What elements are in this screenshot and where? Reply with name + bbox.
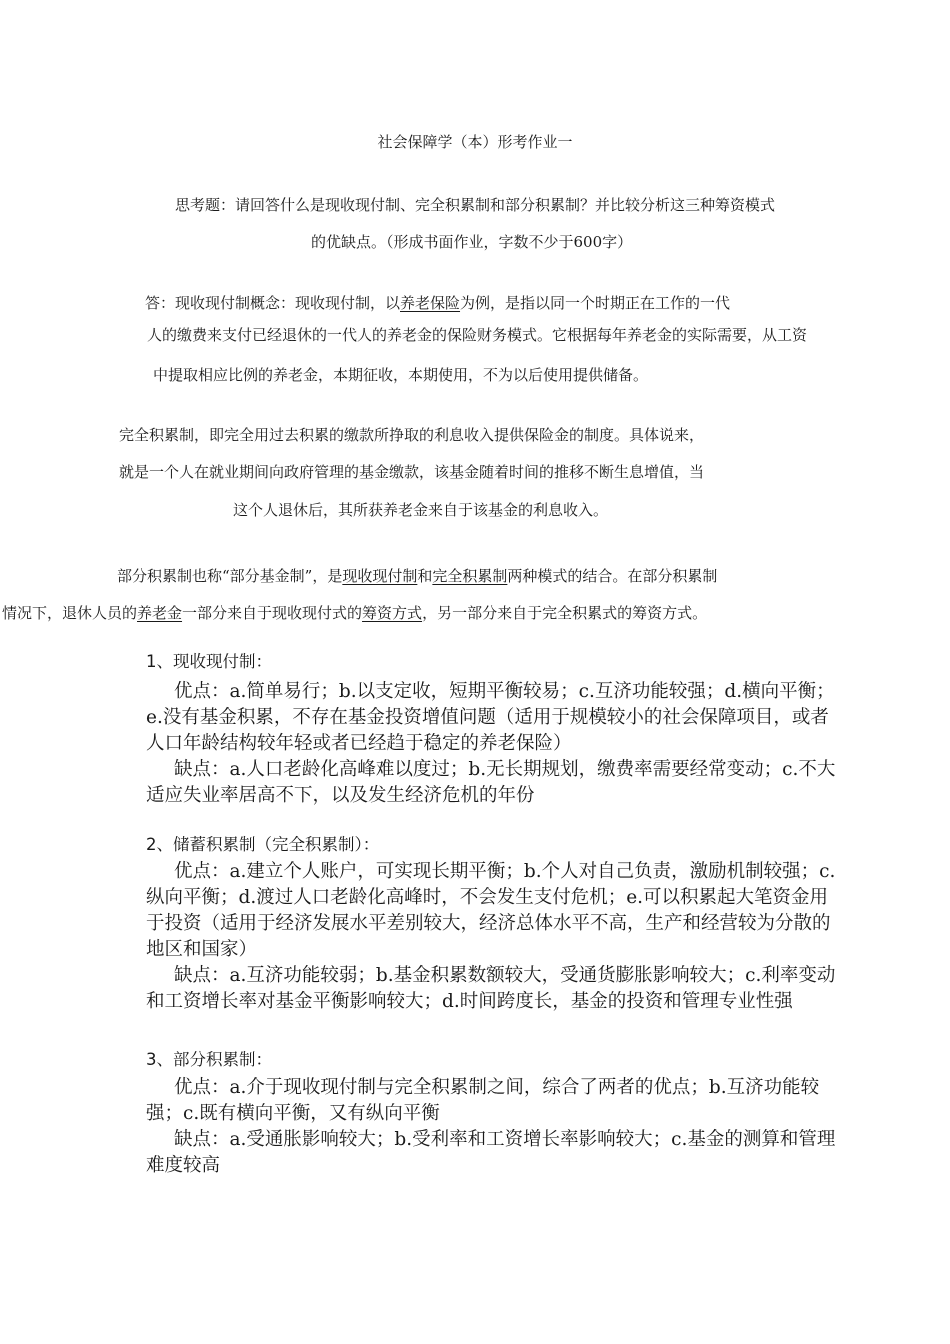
section-2-line-4: 地区和国家） — [146, 939, 258, 960]
answer-p3-text-a: 部分积累制也称“部分基金制”，是 — [117, 567, 343, 585]
link-fully-funded[interactable]: 完全积累制 — [432, 567, 508, 585]
answer-p3-text-b: 和 — [417, 567, 433, 585]
question-line-1: 思考题：请回答什么是现收现付制、完全积累制和部分积累制？并比较分析这三种筹资模式 — [175, 196, 776, 214]
section-1-line-5: 适应失业率居高不下，以及发生经济危机的年份 — [146, 785, 535, 806]
answer-p1-line-3: 中提取相应比例的养老金，本期征收，本期使用，不为以后使用提供储备。 — [153, 366, 649, 384]
page-title: 社会保障学（本）形考作业一 — [377, 133, 573, 151]
section-3-line-3: 缺点：a.受通胀影响较大；b.受利率和工资增长率影响较大；c.基金的测算和管理 — [174, 1129, 836, 1150]
answer-p3-line-1 — [117, 567, 717, 586]
section-3-line-1: 优点：a.介于现收现付制与完全积累制之间，综合了两者的优点；b.互济功能较 — [174, 1077, 820, 1098]
section-2-line-2: 纵向平衡；d.渡过人口老龄化高峰时，不会发生支付危机；e.可以积累起大笔资金用 — [146, 887, 829, 908]
answer-p1-line-2: 人的缴费来支付已经退休的一代人的养老金的保险财务模式。它根据每年养老金的实际需要，从工资 — [147, 326, 808, 344]
link-financing-method[interactable]: 筹资方式 — [362, 604, 423, 622]
section-1-line-3: 人口年龄结构较年轻或者已经趋于稳定的养老保险） — [146, 733, 572, 754]
section-2-line-3: 于投资（适用于经济发展水平差别较大，经济总体水平不高，生产和经营较为分散的 — [146, 913, 831, 934]
section-1-line-1: 优点：a.简单易行；b.以支定收，短期平衡较易；c.互济功能较强；d.横向平衡； — [174, 681, 835, 702]
answer-p2-line-1: 完全积累制，即完全用过去积累的缴款所挣取的利息收入提供保险金的制度。具体说来， — [119, 426, 705, 444]
answer-p3-text-d: 情况下，退休人员的 — [2, 604, 138, 622]
section-3-line-2: 强；c.既有横向平衡，又有纵向平衡 — [146, 1103, 440, 1124]
question-line-2: 的优缺点。（形成书面作业，字数不少于600字） — [311, 233, 633, 251]
answer-p3-text-e: 一部分来自于现收现付式的 — [182, 604, 363, 622]
answer-p3-text-f: ，另一部分来自于完全积累式的筹资方式。 — [422, 604, 708, 622]
answer-p1-text-a: 答：现收现付制概念：现收现付制，以 — [145, 294, 401, 312]
section-2-line-5: 缺点：a.互济功能较弱；b.基金积累数额较大，受通货膨胀影响较大；c.利率变动 — [174, 965, 836, 986]
answer-p2-line-2: 就是一个人在就业期间向政府管理的基金缴款，该基金随着时间的推移不断生息增值，当 — [119, 463, 705, 481]
answer-p3-line-2 — [2, 604, 707, 623]
answer-p1-line-1 — [145, 294, 730, 313]
section-3-line-4: 难度较高 — [146, 1155, 221, 1176]
section-2-line-1: 优点：a.建立个人账户，可实现长期平衡；b.个人对自己负责，激励机制较强；c. — [174, 861, 836, 882]
link-pension[interactable]: 养老金 — [137, 604, 183, 622]
link-paygo[interactable]: 现收现付制 — [342, 567, 418, 585]
section-1-line-2: e.没有基金积累，不存在基金投资增值问题（适用于规模较小的社会保障项目，或者 — [146, 707, 829, 728]
section-1-line-4: 缺点：a.人口老龄化高峰难以度过；b.无长期规划，缴费率需要经常变动；c.不大 — [174, 759, 836, 780]
section-2-heading: 2、储蓄积累制（完全积累制）： — [146, 835, 380, 854]
answer-p1-text-b: 为例，是指以同一个时期正在工作的一代 — [460, 294, 731, 312]
link-pension-insurance[interactable]: 养老保险 — [400, 294, 461, 312]
section-1-heading: 1、现收现付制： — [146, 652, 272, 671]
section-3-heading: 3、部分积累制： — [146, 1050, 272, 1069]
section-2-line-6: 和工资增长率对基金平衡影响较大；d.时间跨度长，基金的投资和管理专业性强 — [146, 991, 793, 1012]
answer-p2-line-3: 这个人退休后，其所获养老金来自于该基金的利息收入。 — [233, 501, 609, 519]
answer-p3-text-c: 两种模式的结合。在部分积累制 — [507, 567, 718, 585]
